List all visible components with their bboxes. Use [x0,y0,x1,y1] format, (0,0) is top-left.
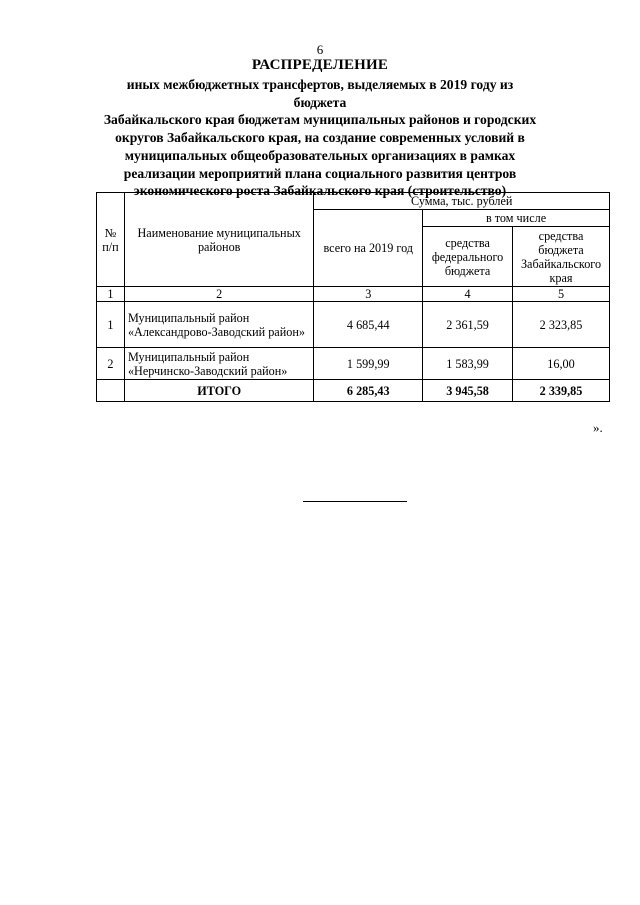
header-regional: средства бюджета Забайкальского края [513,227,610,287]
row-federal: 1 583,99 [423,348,513,380]
subtitle-line: округов Забайкальского края, на создание современных условий в [115,130,525,146]
column-number: 1 [97,287,125,302]
total-label: ИТОГО [124,380,314,402]
total-regional: 2 339,85 [513,380,610,402]
column-number: 2 [124,287,314,302]
table-row [97,302,610,348]
document-subtitle [100,76,540,200]
total-federal: 3 945,58 [423,380,513,402]
column-number: 3 [314,287,423,302]
column-number: 5 [513,287,610,302]
header-num: № п/п [97,193,125,287]
subtitle-line: иных межбюджетных трансфертов, выделяемых в 2019 году из бюджета [126,77,514,110]
subtitle-line: Забайкальского края бюджетам муниципальных районов и городских [103,112,537,128]
header-name: Наименование муниципальных районов [124,193,314,287]
subtitle-line: экономического роста Забайкальского края (строительство) [133,183,507,199]
document-title: РАСПРЕДЕЛЕНИЕ [251,57,389,73]
header-federal: средства федерального бюджета [423,227,513,287]
header-sum-group: Сумма, тыс. рублей [314,193,610,210]
table-row [97,348,610,380]
footer-divider [303,501,407,502]
row-total: 1 599,99 [314,348,423,380]
header-including: в том числе [423,210,610,227]
header-row [97,193,610,210]
row-num: 1 [97,302,125,348]
row-regional: 2 323,85 [513,302,610,348]
row-total: 4 685,44 [314,302,423,348]
closing-quote: ». [593,420,603,435]
row-federal: 2 361,59 [423,302,513,348]
row-name: Муниципальный район «Александрово-Заводский район» [124,302,314,348]
header-total-2019: всего на 2019 год [314,210,423,287]
subtitle-line: муниципальных общеобразовательных организациях в рамках [124,147,516,163]
column-number-row [97,287,610,302]
total-sum: 6 285,43 [314,380,423,402]
subtitle-line: реализации мероприятий плана социального развития центров [123,165,517,181]
row-name: Муниципальный район «Нерчинско-Заводский район» [124,348,314,380]
column-number: 4 [423,287,513,302]
total-num-cell [97,380,125,402]
row-num: 2 [97,348,125,380]
page-number: 6 [316,42,324,57]
distribution-table [96,192,610,402]
total-row [97,380,610,402]
row-regional: 16,00 [513,348,610,380]
